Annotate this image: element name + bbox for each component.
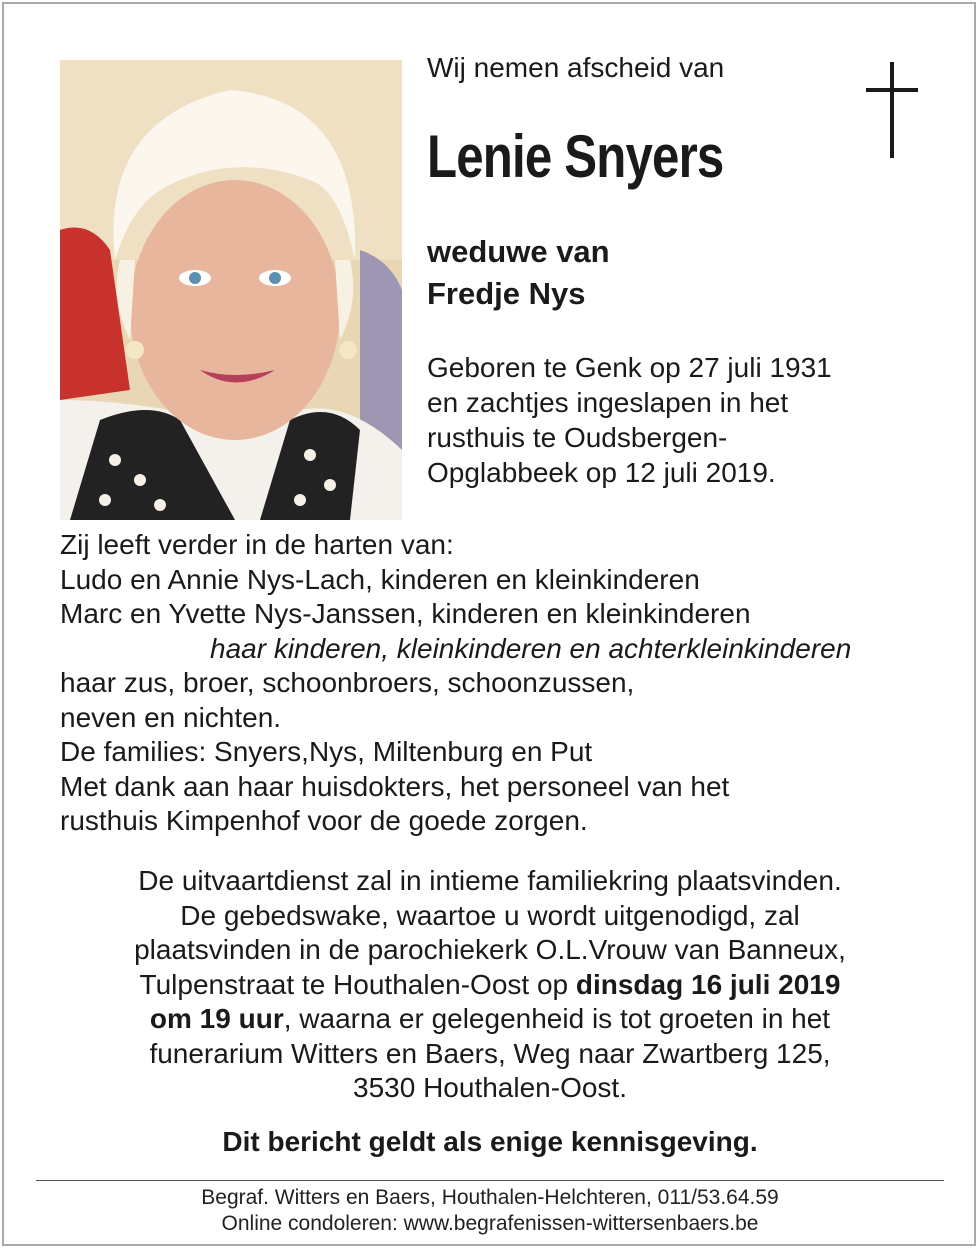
family-line: De families: Snyers,Nys, Miltenburg en Put — [60, 736, 593, 767]
family-line: Marc en Yvette Nys-Janssen, kinderen en kleinkinderen — [60, 598, 751, 629]
birth-death-text — [427, 350, 832, 490]
born-line: Geboren te Genk op 27 juli 1931 — [427, 352, 832, 383]
intro-text: Wij nemen afscheid van — [427, 52, 725, 83]
service-date: dinsdag 16 juli 2019 — [575, 968, 841, 1000]
footer — [40, 1185, 940, 1237]
service-line: plaatsvinden in de parochiekerk O.L.Vrouw van Banneux, — [134, 934, 846, 965]
footer-undertaker: Begraf. Witters en Baers, Houthalen-Helchteren, 011/53.64.59 — [201, 1186, 779, 1209]
family-line: rusthuis Kimpenhof voor de goede zorgen. — [60, 805, 588, 836]
born-line: Opglabbeek op 12 juli 2019. — [427, 457, 776, 488]
service-info — [40, 864, 940, 1106]
family-line: Zij leeft verder in de harten van: — [60, 529, 454, 560]
portrait-photo — [60, 60, 402, 520]
service-line: De uitvaartdienst zal in intieme familiekring plaatsvinden. — [138, 865, 842, 896]
service-line: De gebedswake, waartoe u wordt uitgenodigd, zal — [180, 899, 800, 931]
service-line: funerarium Witters en Baers, Weg naar Zwartberg 125, — [149, 1037, 831, 1069]
service-line — [40, 968, 940, 1003]
service-text: , waarna er gelegenheid is tot groeten in het — [283, 1003, 831, 1034]
born-line: rusthuis te Oudsbergen- — [427, 422, 728, 453]
deceased-name: Lenie Snyers — [427, 123, 724, 190]
family-line: haar zus, broer, schoonbroers, schoonzussen, — [60, 667, 635, 698]
spouse-name: Fredje Nys — [427, 276, 586, 311]
family-line: neven en nichten. — [60, 701, 282, 733]
service-text: Tulpenstraat te Houthalen-Oost op — [139, 968, 576, 1000]
born-line: en zachtjes ingeslapen in het — [427, 387, 789, 418]
family-list — [60, 528, 851, 839]
footer-condolence-link[interactable]: Online condoleren: www.begrafenissen-wittersenbaers.be — [221, 1212, 759, 1235]
family-line: Met dank aan haar huisdokters, het personeel van het — [60, 770, 730, 802]
cross-icon — [862, 62, 922, 160]
service-line: 3530 Houthalen-Oost. — [353, 1072, 627, 1103]
family-line: Ludo en Annie Nys-Lach, kinderen en kleinkinderen — [60, 563, 700, 595]
spouse-label: weduwe van — [427, 234, 610, 269]
service-time: om 19 uur — [149, 1003, 284, 1034]
notice-text: Dit bericht geldt als enige kennisgeving. — [222, 1126, 758, 1157]
service-line — [40, 1002, 940, 1037]
footer-divider — [36, 1180, 944, 1181]
family-line-italic: haar kinderen, kleinkinderen en achterkleinkinderen — [210, 632, 852, 664]
spouse-block — [427, 231, 610, 315]
